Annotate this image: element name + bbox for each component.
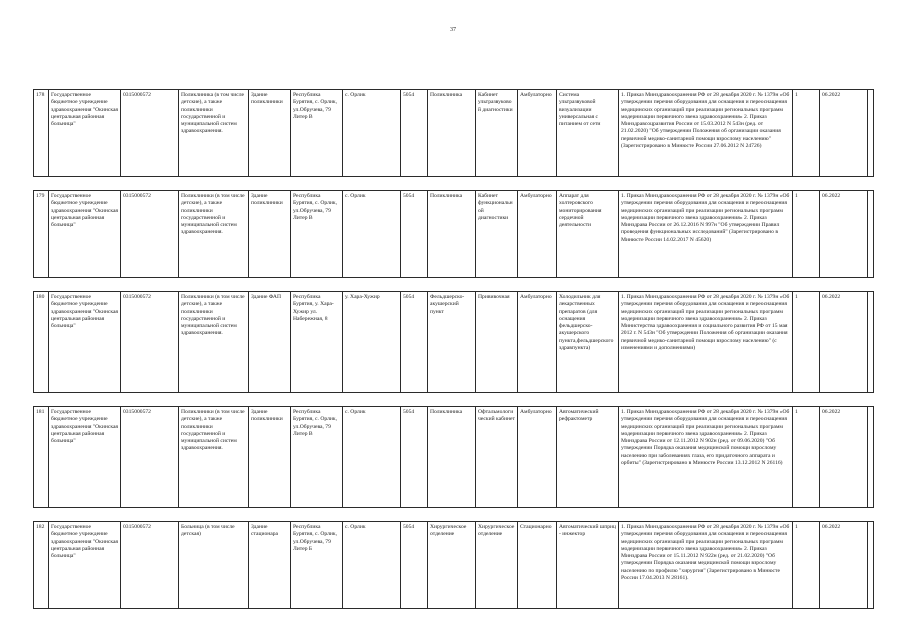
due-date: 06.2022: [820, 292, 868, 393]
organization-name: Государственное бюджетное учреждение здравоохранения "Окинская центральная районная больница": [49, 407, 121, 508]
equipment-name: Система ультразвуковой визуализации универсальная с питанием от сети: [557, 90, 619, 177]
building-name: Здание поликлиники: [249, 407, 291, 508]
building-name: Здание ФАП: [249, 292, 291, 393]
unit-type: Поликлиники (в том числе детские), а также поликлиники государственной и муниципальной систем здравоохранения.: [179, 292, 249, 393]
postcode: 5054: [401, 191, 428, 278]
blank-cell: [868, 90, 874, 177]
building-name: Здание поликлиники: [249, 191, 291, 278]
blank-cell: [868, 191, 874, 278]
legal-basis: 1. Приказ Минздравоохранения РФ от 28 декабря 2020 г. № 1379н «Об утверждении перечня оборудования для оснащения и переоснащения медицинских организаций при реализации региональных программ модернизации первичного звена здравоохранения» 2. Приказ Минздрава России от 12.11.2012 N 902н (ред. от 09.06.2020) "Об утверждении Порядка оказания медицинской помощи взрослому населению при заболеваниях глаза, его придаточного аппарата и орбиты" (Зарегистрировано в Минюсте России 13.12.2012 N 26116): [619, 407, 793, 508]
row-number: 181: [34, 407, 49, 508]
organization-code: 0315000572: [121, 191, 179, 278]
organization-name: Государственное бюджетное учреждение здравоохранения "Окинская центральная районная больница": [49, 191, 121, 278]
row-gap: [34, 177, 874, 191]
address: Республика Бурятия, с. Орлик, ул.Обручева, 79 Литер В: [291, 191, 343, 278]
legal-basis: 1. Приказ Минздравоохранения РФ от 28 декабря 2020 г. № 1379н «Об утверждении перечня оборудования для оснащения и переоснащения медицинских организаций при реализации региональных программ модернизации первичного звена здравоохранения» 2. Приказ Минздрава России от 15.11.2012 N 922н (ред. от 21.02.2020) "Об утверждении Порядка оказания медицинской помощи взрослому населению по профилю "хирургия" (Зарегистрировано в Минюсте России 17.04.2013 N 28161).: [619, 522, 793, 609]
table-row: [34, 407, 874, 508]
building-name: Здание стационара: [249, 522, 291, 609]
unit-type: Поликлиники (в том числе детские), а также поликлиники государственной и муниципальной систем здравоохранения.: [179, 191, 249, 278]
quantity: 1: [793, 407, 820, 508]
care-form: Стационарно: [518, 522, 557, 609]
locality: с. Орлик: [343, 90, 401, 177]
locality: с. Орлик: [343, 407, 401, 508]
care-form: Амбулаторно: [518, 407, 557, 508]
room: Кабинет ультразвуково й диагностики: [476, 90, 518, 177]
page-number: 37: [450, 27, 456, 33]
unit-type: Поликлиника (в том числе детские), а также поликлиники государственной и муниципальной систем здравоохранения.: [179, 90, 249, 177]
care-form: Амбулаторно: [518, 191, 557, 278]
equipment-name: Аппарат для холтеровского мониторирования сердечной деятельности: [557, 191, 619, 278]
table-row: [34, 90, 874, 177]
quantity: 1: [793, 522, 820, 609]
blank-cell: [868, 522, 874, 609]
organization-name: Государственное бюджетное учреждение здравоохранения "Окинская центральная районная больница": [49, 90, 121, 177]
unit-type: Больница (в том числе детская): [179, 522, 249, 609]
due-date: 06.2022: [820, 90, 868, 177]
row-gap: [34, 508, 874, 522]
organization-code: 0315000572: [121, 292, 179, 393]
department: Хирургическое отделение: [428, 522, 476, 609]
table-row: [34, 191, 874, 278]
quantity: 1: [793, 90, 820, 177]
postcode: 5054: [401, 90, 428, 177]
care-form: Амбулаторно: [518, 90, 557, 177]
blank-cell: [868, 407, 874, 508]
postcode: 5054: [401, 407, 428, 508]
equipment-name: Автоматический рефрактометр: [557, 407, 619, 508]
room: Прививочная: [476, 292, 518, 393]
organization-name: Государственное бюджетное учреждение здравоохранения "Окинская центральная районная больница": [49, 522, 121, 609]
organization-code: 0315000572: [121, 90, 179, 177]
postcode: 5054: [401, 292, 428, 393]
address: Республика Бурятия, с. Орлик, ул.Обручева, 79 Литер В: [291, 407, 343, 508]
unit-type: Поликлиники (в том числе детские), а также поликлиники государственной и муниципальной систем здравоохранения.: [179, 407, 249, 508]
equipment-name: Автоматический шприц - инжектор: [557, 522, 619, 609]
equipment-registry-table: [33, 89, 874, 609]
row-gap: [34, 278, 874, 292]
row-number: 178: [34, 90, 49, 177]
department: Поликлиника: [428, 407, 476, 508]
quantity: 1: [793, 292, 820, 393]
care-form: Амбулаторно: [518, 292, 557, 393]
room: Кабинет функциональн ой диагностики: [476, 191, 518, 278]
row-gap: [34, 393, 874, 407]
quantity: 1: [793, 191, 820, 278]
row-number: 180: [34, 292, 49, 393]
due-date: 06.2022: [820, 522, 868, 609]
organization-code: 0315000572: [121, 522, 179, 609]
department: Поликлиника: [428, 90, 476, 177]
row-number: 182: [34, 522, 49, 609]
blank-cell: [868, 292, 874, 393]
locality: у. Хара-Хужир: [343, 292, 401, 393]
due-date: 06.2022: [820, 191, 868, 278]
locality: с. Орлик: [343, 522, 401, 609]
address: Республика Бурятия, с. Орлик, ул.Обручева, 79 Литер В: [291, 90, 343, 177]
organization-name: Государственное бюджетное учреждение здравоохранения "Окинская центральная районная больница": [49, 292, 121, 393]
address: Республика Бурятия, у. Хара-Хужир ул. Набережная, 8: [291, 292, 343, 393]
organization-code: 0315000572: [121, 407, 179, 508]
postcode: 5054: [401, 522, 428, 609]
room: Офтальмологи ческий кабинет: [476, 407, 518, 508]
due-date: 06.2022: [820, 407, 868, 508]
table-row: [34, 522, 874, 609]
row-number: 179: [34, 191, 49, 278]
room: Хирургическое отделение: [476, 522, 518, 609]
building-name: Здание поликлиники: [249, 90, 291, 177]
table-row: [34, 292, 874, 393]
legal-basis: 1. Приказ Минздравоохранения РФ от 28 декабря 2020 г. № 1379н «Об утверждении перечня оборудования для оснащения и переоснащения медицинских организаций при реализации региональных программ модернизации первичного звена здравоохранения» 2. Приказ Минздрава России от 26.12.2016 N 997н "Об утверждении Правил проведения функциональных исследований" (Зарегистрировано в Минюсте России 14.02.2017 N 45620): [619, 191, 793, 278]
department: Поликлиника: [428, 191, 476, 278]
legal-basis: 1. Приказ Минздравоохранения РФ от 28 декабря 2020 г. № 1379н «Об утверждении перечня оборудования для оснащения и переоснащения медицинских организаций при реализации региональных программ модернизации первичного звена здравоохранения» 2. Приказ Министерства здравоохранения и социального развития РФ от 15 мая 2012 г. N 543н "Об утверждении Положения об организации оказания первичной медико-санитарной помощи взрослому населению" (с изменениями и дополнениями): [619, 292, 793, 393]
locality: с. Орлик: [343, 191, 401, 278]
legal-basis: 1. Приказ Минздравоохранения РФ от 28 декабря 2020 г. № 1379н «Об утверждении перечня оборудования для оснащения и переоснащения медицинских организаций при реализации региональных программ модернизации первичного звена здравоохранения» 2. Приказ Минздравсоцразвития России от 15.03.2012 N 543н (ред. от 21.02.2020) "Об утверждении Положения об организации оказания первичной медико-санитарной помощи взрослому населению" (Зарегистрировано в Минюсте России 27.06.2012 N 24726): [619, 90, 793, 177]
department: Фельдшерско-акушерский пункт: [428, 292, 476, 393]
equipment-name: Холодильник для лекарственных препаратов (для оснащения фельдшерско-акушерского пункта,фельдшерского здравпункта): [557, 292, 619, 393]
address: Республика Бурятия, с. Орлик, ул.Обручева, 79 Литер Б: [291, 522, 343, 609]
